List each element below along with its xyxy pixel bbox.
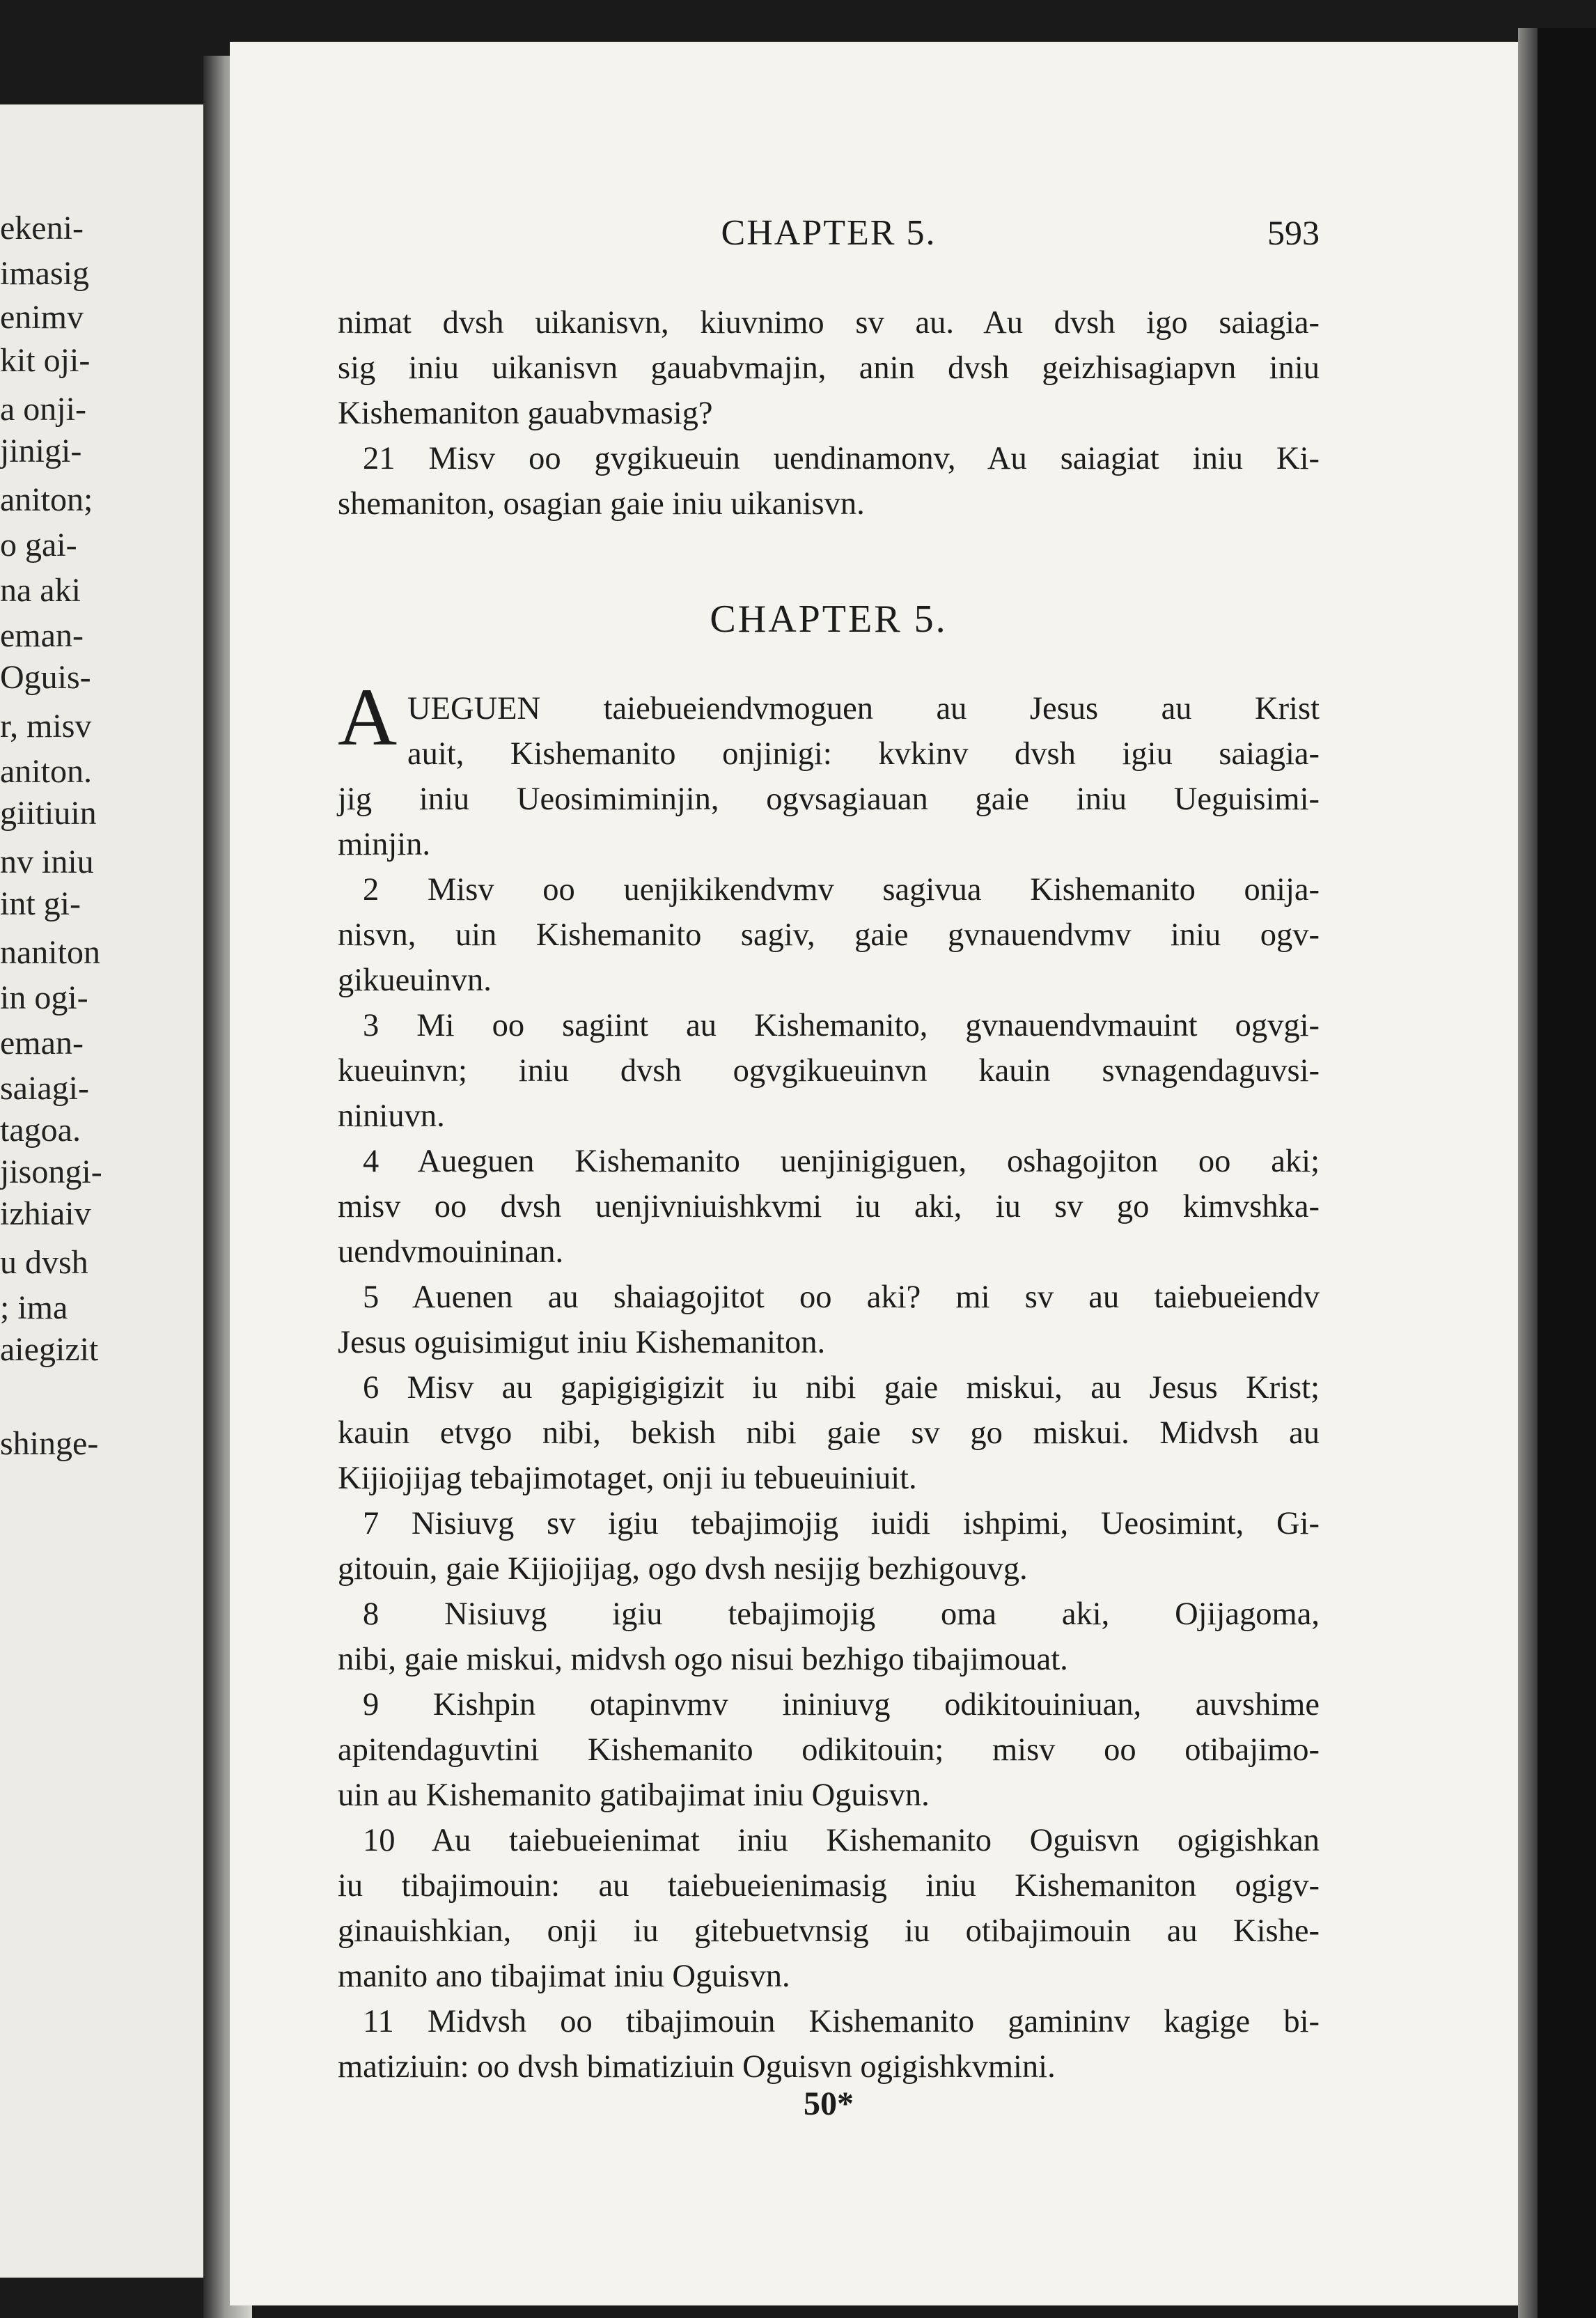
facing-page-line: aniton; [0, 481, 93, 518]
text-line: apitendaguvtini Kishemanito odikitouin; misv oo otibajimo- [338, 1732, 1320, 1768]
running-head-title: CHAPTER 5. [721, 213, 937, 253]
facing-page-line: int gi- [0, 885, 81, 922]
facing-page-line: u dvsh [0, 1244, 88, 1281]
facing-page-line: jinigi- [0, 433, 82, 469]
text-line: nibi, gaie miskui, midvsh ogo nisui bezhigo tibajimouat. [338, 1642, 1068, 1677]
text-line: jig iniu Ueosimiminjin, ogvsagiauan gaie iniu Ueguisimi- [338, 781, 1320, 817]
text-line: minjin. [338, 827, 431, 862]
facing-page-line: tagoa. [0, 1112, 81, 1149]
text-line: 4 Aueguen Kishemanito uenjinigiguen, oshagojiton oo aki; [363, 1144, 1320, 1179]
text-line: Jesus oguisimigut iniu Kishemaniton. [338, 1325, 826, 1360]
facing-page-line: eman- [0, 1025, 84, 1061]
facing-page-line: in ogi- [0, 979, 88, 1016]
text-line: gitouin, gaie Kijiojijag, ogo dvsh nesijig bezhigouvg. [338, 1551, 1028, 1587]
facing-page-line: ; ima [0, 1289, 68, 1326]
text-line: nimat dvsh uikanisvn, kiuvnimo sv au. Au dvsh igo saiagia- [338, 305, 1320, 341]
facing-page-line: o gai- [0, 527, 77, 563]
facing-page-line: Oguis- [0, 659, 91, 696]
chapter-heading: CHAPTER 5. [710, 598, 948, 641]
facing-page-line: giitiuin [0, 795, 97, 832]
text-line: 8 Nisiuvg igiu tebajimojig oma aki, Ojijagoma, [363, 1596, 1320, 1632]
page-edge [1518, 28, 1596, 2318]
facing-page-line: imasig [0, 255, 89, 292]
facing-page-line: a onji- [0, 391, 86, 428]
text-line: 6 Misv au gapigigigizit iu nibi gaie miskui, au Jesus Krist; [363, 1370, 1320, 1406]
text-line: misv oo dvsh uenjivniuishkvmi iu aki, iu sv go kimvshka- [338, 1189, 1320, 1224]
text-line: iu tibajimouin: au taiebueienimasig iniu Kishemaniton ogigv- [338, 1868, 1320, 1904]
text-line: kauin etvgo nibi, bekish nibi gaie sv go miskui. Midvsh au [338, 1415, 1320, 1451]
facing-page-line: kit oji- [0, 342, 91, 379]
text-line: ginauishkian, onji iu gitebuetvnsig iu otibajimouin au Kishe- [338, 1913, 1320, 1949]
facing-page-line: aniton. [0, 753, 92, 790]
text-line: kueuinvn; iniu dvsh ogvgikueuinvn kauin svnagendaguvsi- [338, 1053, 1320, 1089]
facing-page-line: shinge- [0, 1425, 99, 1462]
facing-page-line: nv iniu [0, 843, 94, 880]
text-line: uendvmouininan. [338, 1234, 564, 1270]
text-line: 21 Misv oo gvgikueuin uendinamonv, Au saiagiat iniu Ki- [363, 441, 1320, 476]
text-line: matiziuin: oo dvsh bimatiziuin Oguisvn ogigishkvmini. [338, 2049, 1056, 2085]
facing-page-line: aiegizit [0, 1331, 99, 1368]
facing-page-line: na aki [0, 572, 81, 609]
facing-page-line: jisongi- [0, 1153, 102, 1190]
text-line: Kijiojijag tebajimotaget, onji iu tebueuiniuit. [338, 1461, 917, 1496]
text-line: 2 Misv oo uenjikikendvmv sagivua Kishemanito onija- [363, 872, 1320, 908]
text-line: 7 Nisiuvg sv igiu tebajimojig iuidi ishpimi, Ueosimint, Gi- [363, 1506, 1320, 1541]
text-line: sig iniu uikanisvn gauabvmajin, anin dvsh geizhisagiapvn iniu [338, 350, 1320, 386]
text-line: 5 Auenen au shaiagojitot oo aki? mi sv au taiebueiendv [363, 1279, 1320, 1315]
facing-page-line: r, misv [0, 708, 92, 745]
page-number: 593 [1267, 213, 1320, 252]
text-line: uin au Kishemanito gatibajimat iniu Oguisvn. [338, 1778, 930, 1813]
text-line: UEGUEN taiebueiendvmoguen au Jesus au Krist [407, 691, 1320, 726]
text-line: 11 Midvsh oo tibajimouin Kishemanito gamininv kagige bi- [363, 2004, 1320, 2039]
text-line: auit, Kishemanito onjinigi: kvkinv dvsh igiu saiagia- [407, 736, 1320, 772]
text-line: 10 Au taiebueienimat iniu Kishemanito Oguisvn ogigishkan [363, 1823, 1320, 1858]
text-line: nisvn, uin Kishemanito sagiv, gaie gvnauendvmv iniu ogv- [338, 917, 1320, 953]
facing-page-line: ekeni- [0, 210, 84, 247]
facing-page-line: naniton [0, 934, 100, 971]
text-line: 3 Mi oo sagiint au Kishemanito, gvnauendvmauint ogvgi- [363, 1008, 1320, 1043]
text-line: 9 Kishpin otapinvmv ininiuvg odikitouiniuan, auvshime [363, 1687, 1320, 1722]
text-line: shemaniton, osagian gaie iniu uikanisvn. [338, 486, 865, 522]
facing-page-line: enimv [0, 299, 84, 336]
text-line: niniuvn. [338, 1098, 445, 1134]
signature-mark: 50* [804, 2085, 854, 2122]
running-head [338, 212, 1320, 261]
facing-page-line: saiagi- [0, 1070, 89, 1107]
text-line: gikueuinvn. [338, 963, 492, 998]
text-line: Kishemaniton gauabvmasig? [338, 396, 713, 431]
facing-page-line: izhiaiv [0, 1195, 91, 1232]
drop-cap: A [338, 671, 398, 763]
facing-page-fragment [0, 104, 203, 2278]
facing-page-line: eman- [0, 617, 84, 654]
text-line: manito ano tibajimat iniu Oguisvn. [338, 1959, 790, 1994]
